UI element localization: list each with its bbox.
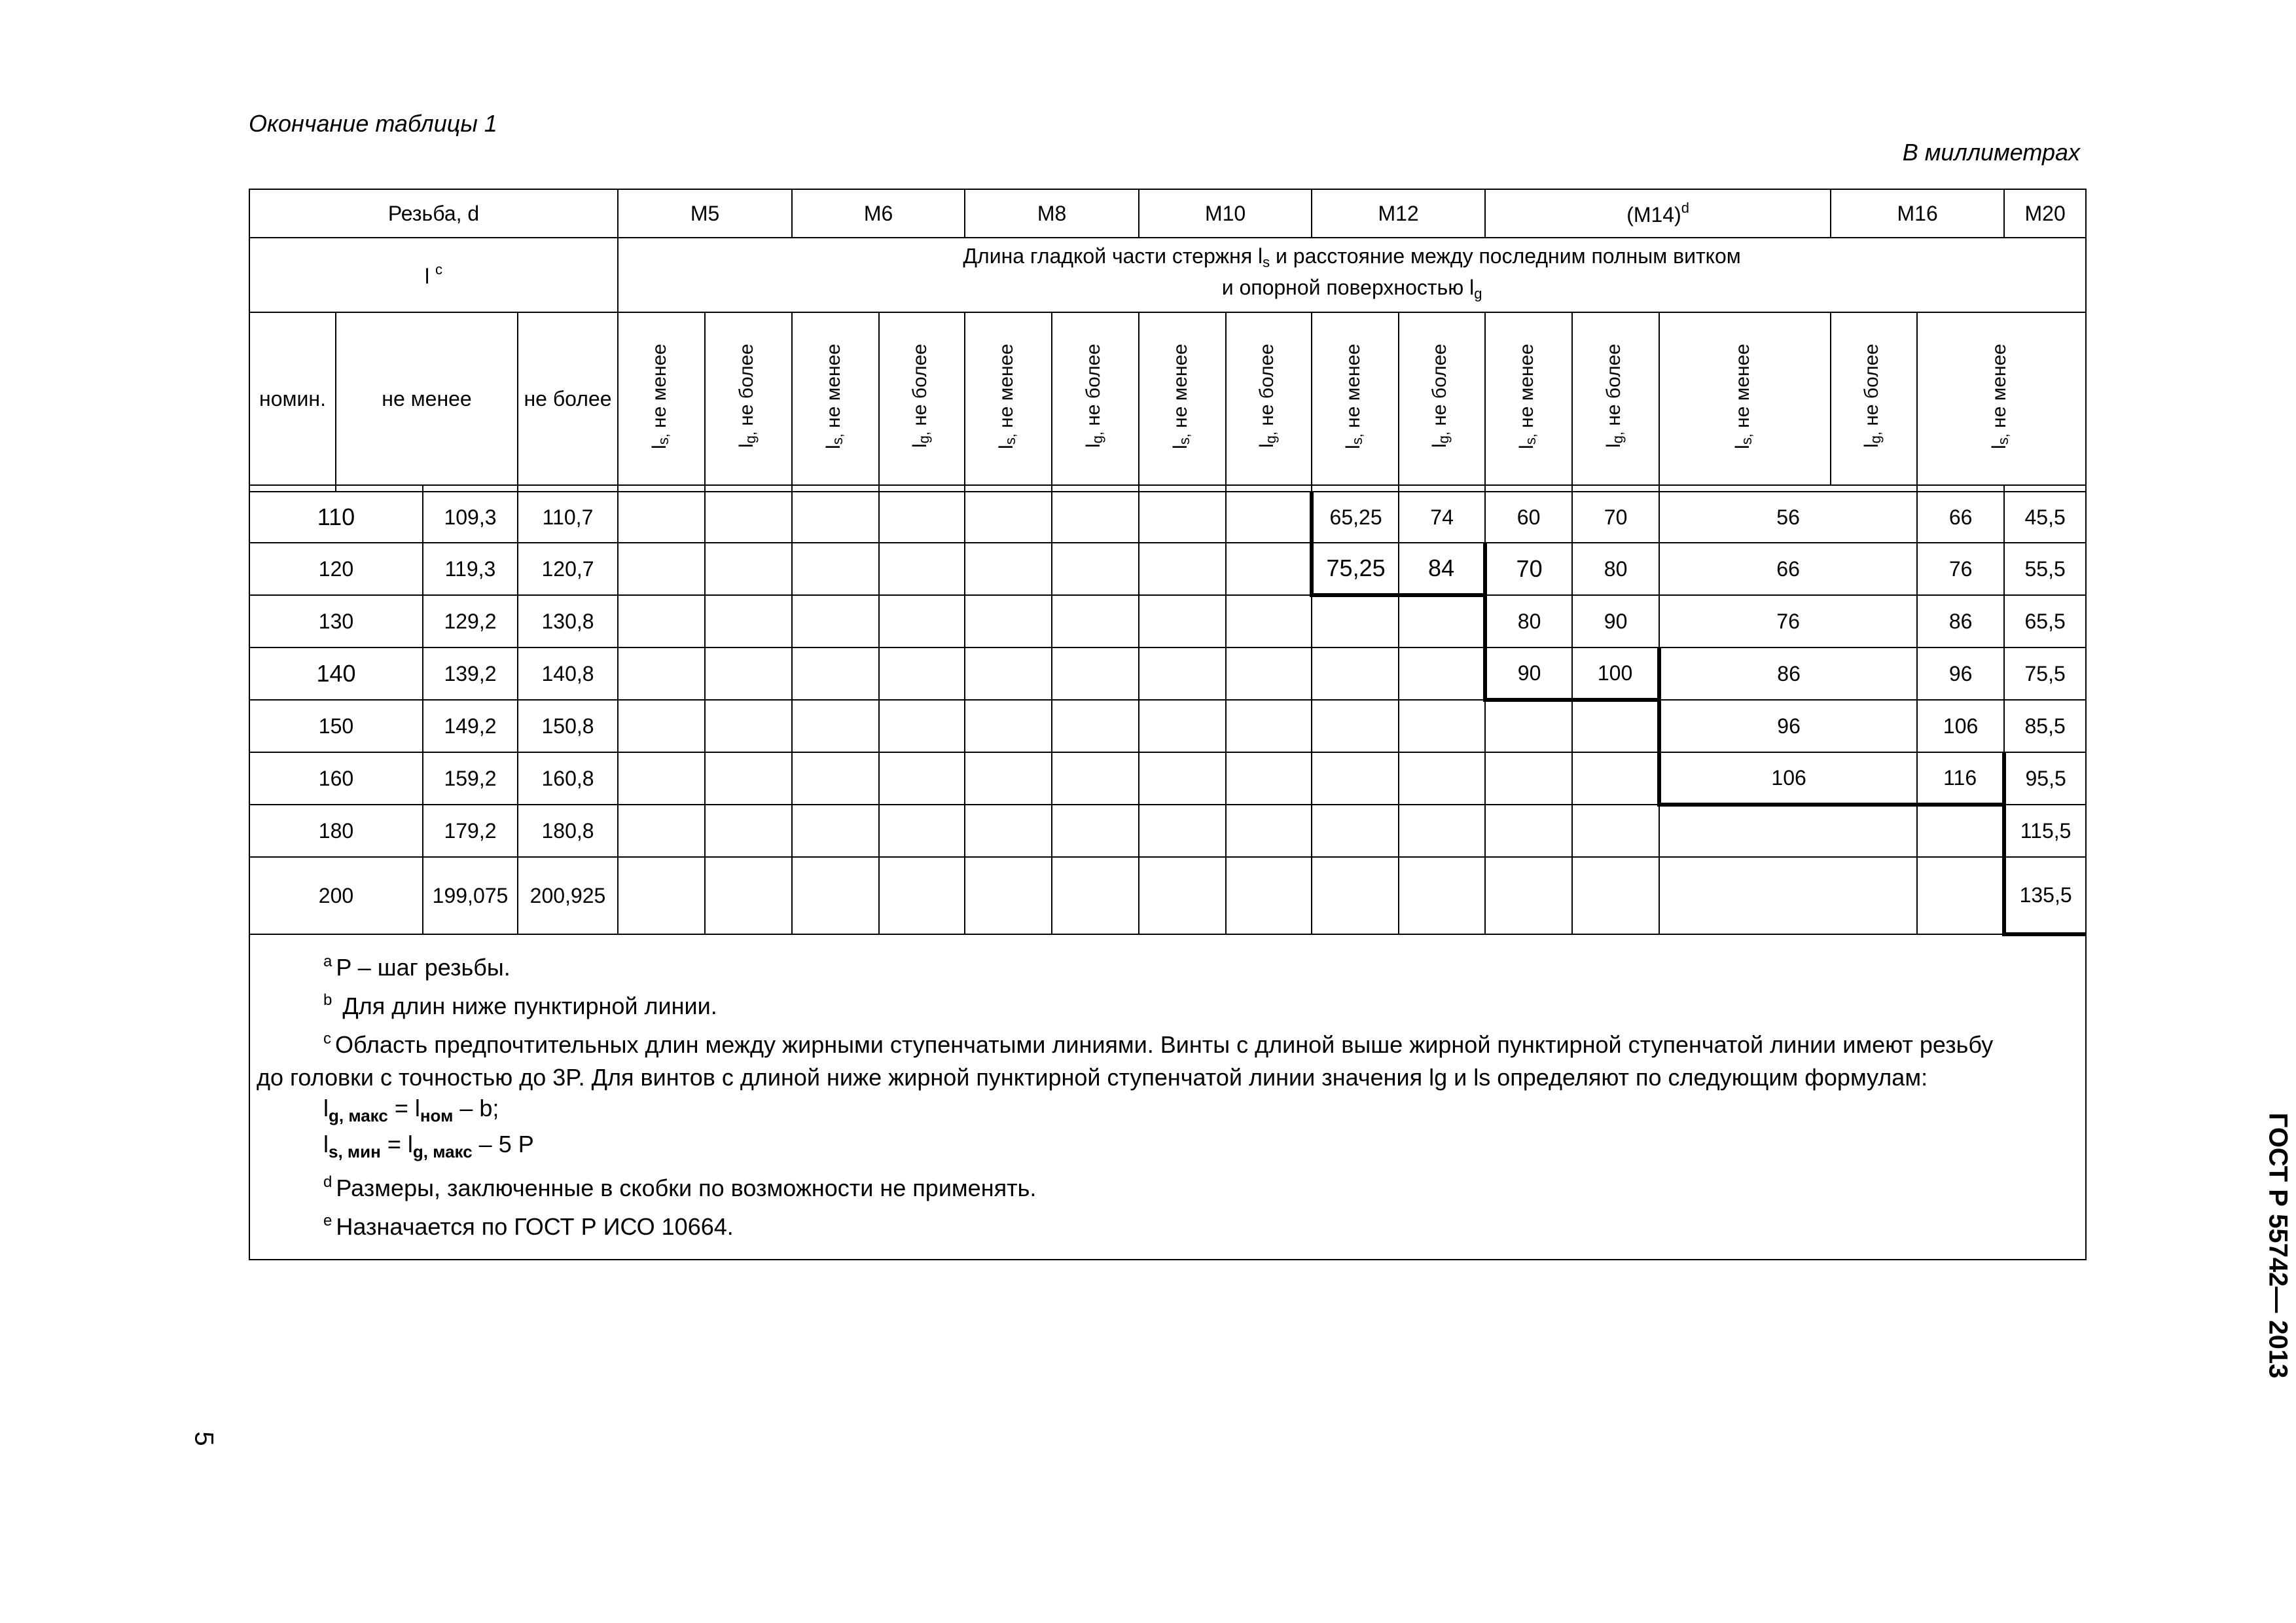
min-cell: 139,2	[423, 647, 518, 700]
value-cell: 84	[1399, 543, 1485, 595]
value-cell	[1139, 857, 1226, 934]
size-m10: M10	[1139, 189, 1312, 238]
table-caption: Окончание таблицы 1	[249, 110, 497, 137]
table-row	[249, 543, 2086, 595]
value-cell: 85,5	[2004, 700, 2086, 752]
value-cell: 65,25	[1312, 492, 1399, 543]
value-cell	[1226, 752, 1312, 805]
lg-header: $l_{g,}$ не более	[1226, 312, 1312, 485]
min-cell: 129,2	[423, 595, 518, 647]
value-cell	[1485, 805, 1572, 857]
header-separator	[249, 485, 2086, 492]
value-cell	[965, 595, 1052, 647]
value-cell	[1052, 700, 1139, 752]
dimensions-table	[249, 189, 2087, 1260]
min-cell: 199,075	[423, 857, 518, 934]
value-cell	[792, 492, 879, 543]
value-cell	[1226, 700, 1312, 752]
nom-cell: 110	[249, 492, 423, 543]
value-cell	[792, 857, 879, 934]
value-cell	[1139, 700, 1226, 752]
value-cell	[1052, 857, 1139, 934]
header-row-length	[249, 238, 2086, 312]
value-cell	[1312, 805, 1399, 857]
value-cell	[1399, 595, 1485, 647]
size-m20: M20	[2004, 189, 2086, 238]
size-m12: M12	[1312, 189, 1485, 238]
value-cell: 90	[1485, 647, 1572, 700]
value-cell	[705, 543, 792, 595]
value-cell	[1312, 752, 1399, 805]
formula-lg: $l_{g, макс} = l_{ном} - b$;	[323, 1095, 499, 1125]
value-cell	[705, 595, 792, 647]
table-row	[249, 647, 2086, 700]
value-cell	[1139, 595, 1226, 647]
standard-designation: ГОСТ Р 55742— 2013	[2263, 1112, 2293, 1379]
value-cell: 106	[1659, 752, 1917, 805]
footnotes-row	[249, 934, 2086, 1260]
footnote-a: $^a$ P – шаг резьбы.	[323, 953, 511, 981]
max-cell: 120,7	[518, 543, 618, 595]
value-cell	[879, 647, 965, 700]
size-m5: M5	[618, 189, 792, 238]
value-cell	[1226, 805, 1312, 857]
value-cell: 70	[1485, 543, 1572, 595]
value-cell	[1052, 595, 1139, 647]
value-cell	[618, 647, 705, 700]
value-cell	[1485, 857, 1572, 934]
max-cell: 110,7	[518, 492, 618, 543]
ls-header: $l_{s,}$ не менее	[618, 312, 705, 485]
nom-header: номин.	[249, 312, 336, 485]
value-cell	[1485, 700, 1572, 752]
value-cell	[1659, 857, 1917, 934]
nom-cell: 160	[249, 752, 423, 805]
value-cell: 70	[1572, 492, 1659, 543]
value-cell	[1399, 647, 1485, 700]
value-cell	[1139, 805, 1226, 857]
nom-cell: 130	[249, 595, 423, 647]
min-header: не менее	[336, 312, 518, 485]
value-cell	[705, 752, 792, 805]
value-cell: 80	[1485, 595, 1572, 647]
value-cell: 115,5	[2004, 805, 2086, 857]
table-row	[249, 595, 2086, 647]
value-cell	[1917, 857, 2004, 934]
value-cell	[1485, 752, 1572, 805]
value-cell	[1312, 647, 1399, 700]
nom-cell: 120	[249, 543, 423, 595]
table-row	[249, 752, 2086, 805]
nom-cell: 140	[249, 647, 423, 700]
value-cell: 116	[1917, 752, 2004, 805]
thread-label: Резьба, d	[249, 189, 618, 238]
nom-cell: 150	[249, 700, 423, 752]
value-cell	[879, 595, 965, 647]
value-cell	[618, 543, 705, 595]
value-cell: 80	[1572, 543, 1659, 595]
header-row-thread	[249, 189, 2086, 238]
value-cell: 95,5	[2004, 752, 2086, 805]
value-cell	[1312, 595, 1399, 647]
ls-header: $l_{s,}$ не менее	[1312, 312, 1399, 485]
value-cell: 96	[1659, 700, 1917, 752]
value-cell: 55,5	[2004, 543, 2086, 595]
min-cell: 149,2	[423, 700, 518, 752]
lg-header: $l_{g,}$ не более	[1399, 312, 1485, 485]
value-cell	[705, 492, 792, 543]
max-cell: 150,8	[518, 700, 618, 752]
value-cell: 75,5	[2004, 647, 2086, 700]
footnote-d: $^d$ Размеры, заключенные в скобки по возможности не применять.	[323, 1173, 1037, 1201]
value-cell	[1312, 857, 1399, 934]
max-cell: 160,8	[518, 752, 618, 805]
value-cell	[705, 857, 792, 934]
value-cell	[705, 700, 792, 752]
nom-cell: 180	[249, 805, 423, 857]
value-cell: 86	[1917, 595, 2004, 647]
footnote-c: $^c$ Область предпочтительных длин между жирными ступенчатыми линиями. Винты с длиной выше жирной пунктирной ступенчатой линии имеют резьбу	[323, 1030, 1994, 1058]
value-cell	[1399, 857, 1485, 934]
value-cell	[879, 543, 965, 595]
max-cell: 180,8	[518, 805, 618, 857]
l-label: l $^c$	[249, 238, 618, 312]
table-row	[249, 492, 2086, 543]
value-cell	[792, 752, 879, 805]
ls-header: $l_{s,}$ не менее	[1917, 312, 2086, 485]
ls-header: $l_{s,}$ не менее	[1485, 312, 1572, 485]
value-cell: 66	[1659, 543, 1917, 595]
min-cell: 159,2	[423, 752, 518, 805]
value-cell	[1572, 805, 1659, 857]
value-cell	[1399, 805, 1485, 857]
footnote-e: $^e$ Назначается по ГОСТ Р ИСО 10664.	[323, 1212, 734, 1240]
max-header: не более	[518, 312, 618, 485]
min-cell: 179,2	[423, 805, 518, 857]
span-description: Длина гладкой части стержня $l_s$ и расстояние между последним полным витком и опорной поверхностью $l_g$	[618, 238, 2086, 312]
size-m16: M16	[1831, 189, 2004, 238]
formula-ls: $l_{s, мин} = l_{g, макс} - 5$ P	[323, 1131, 534, 1161]
value-cell	[965, 857, 1052, 934]
value-cell	[879, 700, 965, 752]
value-cell: 66	[1917, 492, 2004, 543]
value-cell	[1052, 543, 1139, 595]
value-cell	[1226, 543, 1312, 595]
value-cell: 100	[1572, 647, 1659, 700]
value-cell	[1052, 805, 1139, 857]
lg-header: $l_{g,}$ не более	[1052, 312, 1139, 485]
lg-header: $l_{g,}$ не более	[1831, 312, 1917, 485]
header-row-subcols	[249, 312, 2086, 485]
page-number: 5	[189, 1431, 219, 1446]
nom-cell: 200	[249, 857, 423, 934]
lg-header: $l_{g,}$ не более	[1572, 312, 1659, 485]
value-cell	[1572, 857, 1659, 934]
max-cell: 200,925	[518, 857, 618, 934]
value-cell	[965, 700, 1052, 752]
value-cell	[1917, 805, 2004, 857]
ls-header: $l_{s,}$ не менее	[965, 312, 1052, 485]
value-cell	[965, 752, 1052, 805]
value-cell: 96	[1917, 647, 2004, 700]
value-cell	[792, 700, 879, 752]
size-m8: M8	[965, 189, 1139, 238]
size-m14: $(M14)^d$	[1485, 189, 1831, 238]
value-cell: 75,25	[1312, 543, 1399, 595]
value-cell	[1226, 595, 1312, 647]
value-cell	[1139, 492, 1226, 543]
value-cell	[879, 752, 965, 805]
ls-header: $l_{s,}$ не менее	[792, 312, 879, 485]
value-cell	[1572, 700, 1659, 752]
value-cell	[792, 647, 879, 700]
value-cell: 76	[1917, 543, 2004, 595]
table-row	[249, 700, 2086, 752]
footnote-b: $^b$ Для длин ниже пунктирной линии.	[323, 991, 717, 1019]
value-cell	[1052, 647, 1139, 700]
value-cell	[705, 647, 792, 700]
value-cell	[1226, 857, 1312, 934]
min-cell: 119,3	[423, 543, 518, 595]
value-cell	[618, 595, 705, 647]
value-cell: 60	[1485, 492, 1572, 543]
table-row	[249, 805, 2086, 857]
table-row	[249, 857, 2086, 934]
max-cell: 140,8	[518, 647, 618, 700]
value-cell: 90	[1572, 595, 1659, 647]
value-cell	[618, 805, 705, 857]
value-cell	[879, 492, 965, 543]
value-cell	[1052, 492, 1139, 543]
value-cell	[1139, 543, 1226, 595]
value-cell	[705, 805, 792, 857]
ls-header: $l_{s,}$ не менее	[1139, 312, 1226, 485]
value-cell	[965, 492, 1052, 543]
value-cell	[792, 805, 879, 857]
value-cell	[965, 805, 1052, 857]
value-cell: 135,5	[2004, 857, 2086, 934]
footnote-c-continued: до головки с точностью до 3P. Для винтов с длиной ниже жирной пунктирной ступенчатой линии значения lg и ls определяют по следующим формулам:	[257, 1064, 1928, 1091]
value-cell	[1312, 700, 1399, 752]
value-cell	[792, 543, 879, 595]
value-cell	[1052, 752, 1139, 805]
value-cell	[1226, 647, 1312, 700]
value-cell	[792, 595, 879, 647]
value-cell	[1659, 805, 1917, 857]
value-cell: 56	[1659, 492, 1917, 543]
value-cell	[618, 752, 705, 805]
value-cell	[1139, 647, 1226, 700]
value-cell	[1139, 752, 1226, 805]
value-cell: 106	[1917, 700, 2004, 752]
value-cell: 74	[1399, 492, 1485, 543]
value-cell	[965, 543, 1052, 595]
lg-header: $l_{g,}$ не более	[705, 312, 792, 485]
max-cell: 130,8	[518, 595, 618, 647]
value-cell: 45,5	[2004, 492, 2086, 543]
value-cell	[618, 700, 705, 752]
value-cell: 76	[1659, 595, 1917, 647]
lg-header: $l_{g,}$ не более	[879, 312, 965, 485]
value-cell	[879, 857, 965, 934]
value-cell: 65,5	[2004, 595, 2086, 647]
value-cell	[1226, 492, 1312, 543]
value-cell	[879, 805, 965, 857]
value-cell	[618, 492, 705, 543]
footnotes	[249, 934, 2086, 1260]
value-cell: 86	[1659, 647, 1917, 700]
ls-header: $l_{s,}$ не менее	[1659, 312, 1831, 485]
min-cell: 109,3	[423, 492, 518, 543]
units-label: В миллиметрах	[1902, 139, 2080, 166]
value-cell	[1572, 752, 1659, 805]
value-cell	[1399, 752, 1485, 805]
value-cell	[618, 857, 705, 934]
value-cell	[1399, 700, 1485, 752]
size-m6: M6	[792, 189, 965, 238]
value-cell	[965, 647, 1052, 700]
